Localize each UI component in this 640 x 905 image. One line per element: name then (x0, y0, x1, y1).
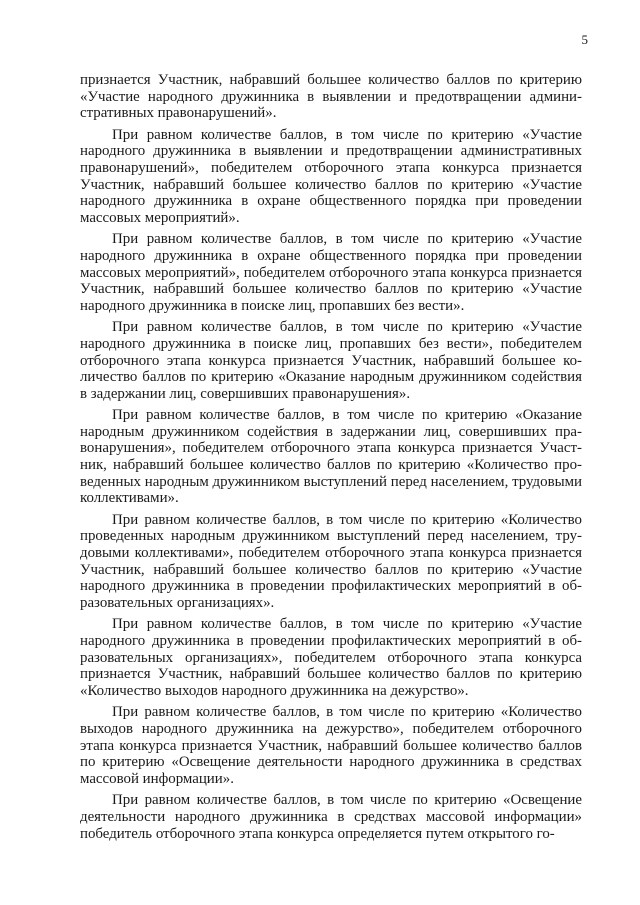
paragraph-2: При равном количестве баллов, в том числе по критерию «Участие народного дружинника в выявлении и предотвращении административных правонарушений», победителем отборочного этапа конкурса признается Участник, набравший большее количество баллов по критерию «Участие народного дружинника в охране общественного порядка при проведении массовых мероприятий». (80, 126, 582, 226)
paragraph-9: При равном количестве баллов, в том числе по критерию «Освещение деятельности народного дружинника в средствах массовой информации» победитель отборочного этапа конкурса определяется путем открытого го- (80, 792, 582, 842)
page-number: 5 (581, 32, 588, 47)
paragraph-1: признается Участник, набравший большее количество баллов по критерию «Участие народного дружинника в выявлении и предотвращении административных правонарушений». (80, 72, 582, 122)
document-body (80, 72, 582, 847)
paragraph-3: При равном количестве баллов, в том числе по критерию «Участие народного дружинника в охране общественного порядка при проведении массовых мероприятий», победителем отборочного этапа конкурса признается Участник, набравший большее количество баллов по критерию «Участие народного дружинника в поиске лиц, пропавших без вести». (80, 231, 582, 314)
paragraph-4: При равном количестве баллов, в том числе по критерию «Участие народного дружинника в поиске лиц, пропавших без вести», победителем отборочного этапа конкурса признается Участник, набравший большее количество баллов по критерию «Оказание народным дружинником содействия в задержании лиц, совершивших правонарушения». (80, 319, 582, 402)
paragraph-7: При равном количестве баллов, в том числе по критерию «Участие народного дружинника в проведении профилактических мероприятий в образовательных организациях», победителем отборочного этапа конкурса признается Участник, набравший большее количество баллов по критерию «Количество выходов народного дружинника на дежурство». (80, 616, 582, 699)
paragraph-6: При равном количестве баллов, в том числе по критерию «Количество проведенных народным дружинником выступлений перед населением, трудовыми коллективами», победителем отборочного этапа конкурса признается Участник, набравший большее количество баллов по критерию «Участие народного дружинника в проведении профилактических мероприятий в образовательных организациях». (80, 511, 582, 611)
paragraph-5: При равном количестве баллов, в том числе по критерию «Оказание народным дружинником содействия в задержании лиц, совершивших правонарушения», победителем отборочного этапа конкурса признается Участник, набравший большее количество баллов по критерию «Количество проведенных народным дружинником выступлений перед населением, трудовыми коллективами». (80, 407, 582, 507)
paragraph-8: При равном количестве баллов, в том числе по критерию «Количество выходов народного дружинника на дежурство», победителем отборочного этапа конкурса признается Участник, набравший большее количество баллов по критерию «Освещение деятельности народного дружинника в средствах массовой информации». (80, 704, 582, 787)
